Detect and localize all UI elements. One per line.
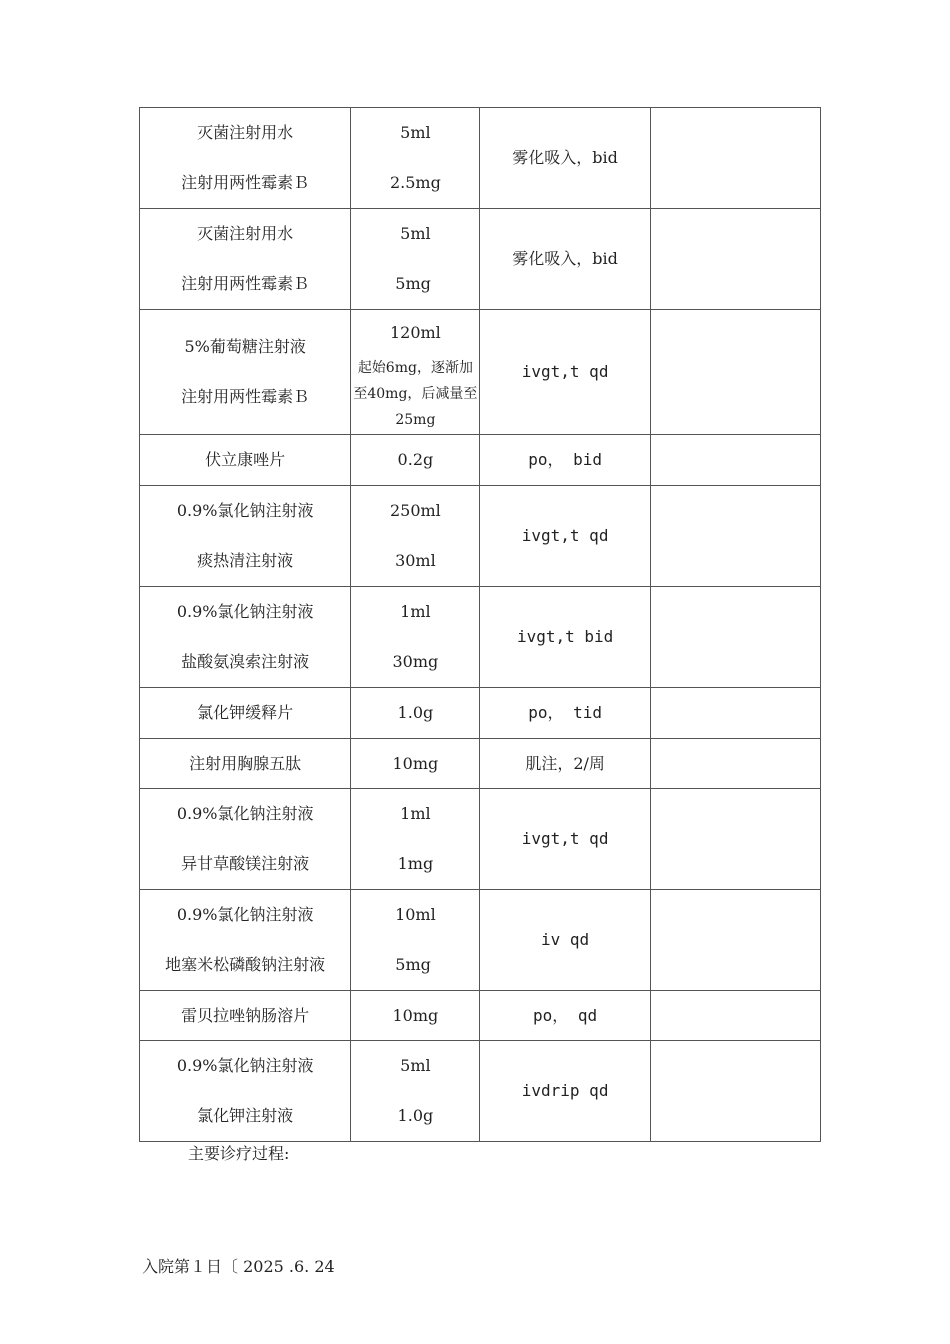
dose-cell [351, 108, 480, 209]
dose-value: 10ml [395, 905, 436, 924]
remark-cell [650, 435, 820, 486]
dose-value: 30mg [392, 652, 439, 671]
dose-cell [351, 310, 480, 435]
remark-cell [650, 688, 820, 739]
usage-cell: po， qd [480, 991, 650, 1041]
table-row [140, 486, 821, 587]
drug-cell [140, 890, 351, 991]
drug-name: 地塞米松磷酸钠注射液 [165, 955, 326, 974]
drug-name: 灭菌注射用水 [197, 123, 294, 142]
drug-name: 注射用两性霉素Ｂ [181, 274, 310, 293]
drug-name: 灭菌注射用水 [197, 224, 294, 243]
usage-cell: 雾化吸入，bid [480, 108, 650, 209]
drug-cell [140, 587, 351, 688]
usage-cell: ivdrip qd [480, 1041, 650, 1142]
dose-value: 1ml [400, 602, 431, 621]
drug-name: 0.9%氯化钠注射液 [176, 905, 314, 924]
dose-value: 1mg [397, 854, 434, 873]
table-row [140, 310, 821, 435]
dose-value: 5mg [395, 274, 431, 293]
table-row [140, 688, 821, 739]
remark-cell [650, 587, 820, 688]
admission-day-line: 入院第１日〔 2025 .6. 24 [142, 1257, 335, 1276]
drug-name: 5%葡萄糖注射液 [184, 337, 306, 356]
dose-note: 起始6mg，逐渐加至40mg，后减量至25mg [353, 360, 478, 428]
drug-name: 0.9%氯化钠注射液 [176, 1056, 314, 1075]
remark-cell [650, 890, 820, 991]
usage-cell: 肌注，2/周 [480, 739, 650, 789]
drug-cell [140, 1041, 351, 1142]
table-row [140, 739, 821, 789]
dose-value: 5mg [395, 955, 431, 974]
dose-cell [351, 890, 480, 991]
dose-cell: 0.2g [351, 435, 480, 486]
table-row [140, 209, 821, 310]
drug-cell: 伏立康唑片 [140, 435, 351, 486]
dose-value: 5ml [400, 224, 431, 243]
drug-name: 氯化钾注射液 [197, 1106, 294, 1125]
drug-name: 0.9%氯化钠注射液 [176, 501, 314, 520]
medication-table [139, 107, 821, 1142]
usage-cell: po， bid [480, 435, 650, 486]
table-row [140, 890, 821, 991]
drug-name: 0.9%氯化钠注射液 [176, 804, 314, 823]
usage-cell: ivgt,t bid [480, 587, 650, 688]
remark-cell [650, 209, 820, 310]
usage-cell: 雾化吸入，bid [480, 209, 650, 310]
dose-value: 5ml [400, 123, 431, 142]
dose-value: 30ml [395, 551, 436, 570]
remark-cell [650, 991, 820, 1041]
drug-cell [140, 209, 351, 310]
table-row [140, 108, 821, 209]
dose-value: 2.5mg [389, 173, 441, 192]
table-row [140, 587, 821, 688]
dose-value: 5ml [400, 1056, 431, 1075]
drug-name: 注射用两性霉素Ｂ [181, 173, 310, 192]
drug-name: 盐酸氨溴索注射液 [181, 652, 310, 671]
table-row [140, 435, 821, 486]
drug-cell [140, 789, 351, 890]
usage-cell: iv qd [480, 890, 650, 991]
dose-value: 1ml [400, 804, 431, 823]
drug-cell [140, 486, 351, 587]
dose-cell [351, 789, 480, 890]
table-row [140, 1041, 821, 1142]
drug-cell [140, 108, 351, 209]
drug-cell: 注射用胸腺五肽 [140, 739, 351, 789]
usage-cell: ivgt,t qd [480, 310, 650, 435]
remark-cell [650, 486, 820, 587]
usage-cell: ivgt,t qd [480, 789, 650, 890]
drug-name: 0.9%氯化钠注射液 [176, 602, 314, 621]
dose-cell [351, 587, 480, 688]
remark-cell [650, 739, 820, 789]
dose-cell: 10mg [351, 991, 480, 1041]
usage-cell: ivgt,t qd [480, 486, 650, 587]
dose-cell [351, 486, 480, 587]
drug-cell: 雷贝拉唑钠肠溶片 [140, 991, 351, 1041]
dose-cell [351, 1041, 480, 1142]
drug-name: 异甘草酸镁注射液 [181, 854, 310, 873]
treatment-process-heading: 主要诊疗过程: [188, 1144, 290, 1163]
usage-cell: po， tid [480, 688, 650, 739]
remark-cell [650, 310, 820, 435]
dose-cell: 1.0g [351, 688, 480, 739]
drug-name: 注射用两性霉素Ｂ [181, 387, 310, 406]
remark-cell [650, 1041, 820, 1142]
dose-value: 120ml [389, 323, 441, 342]
drug-cell [140, 310, 351, 435]
drug-name: 痰热清注射液 [197, 551, 294, 570]
remark-cell [650, 789, 820, 890]
dose-cell [351, 209, 480, 310]
table-row [140, 991, 821, 1041]
dose-cell: 10mg [351, 739, 480, 789]
drug-cell: 氯化钾缓释片 [140, 688, 351, 739]
dose-value: 250ml [389, 501, 441, 520]
remark-cell [650, 108, 820, 209]
dose-value: 1.0g [397, 1106, 434, 1125]
table-row [140, 789, 821, 890]
